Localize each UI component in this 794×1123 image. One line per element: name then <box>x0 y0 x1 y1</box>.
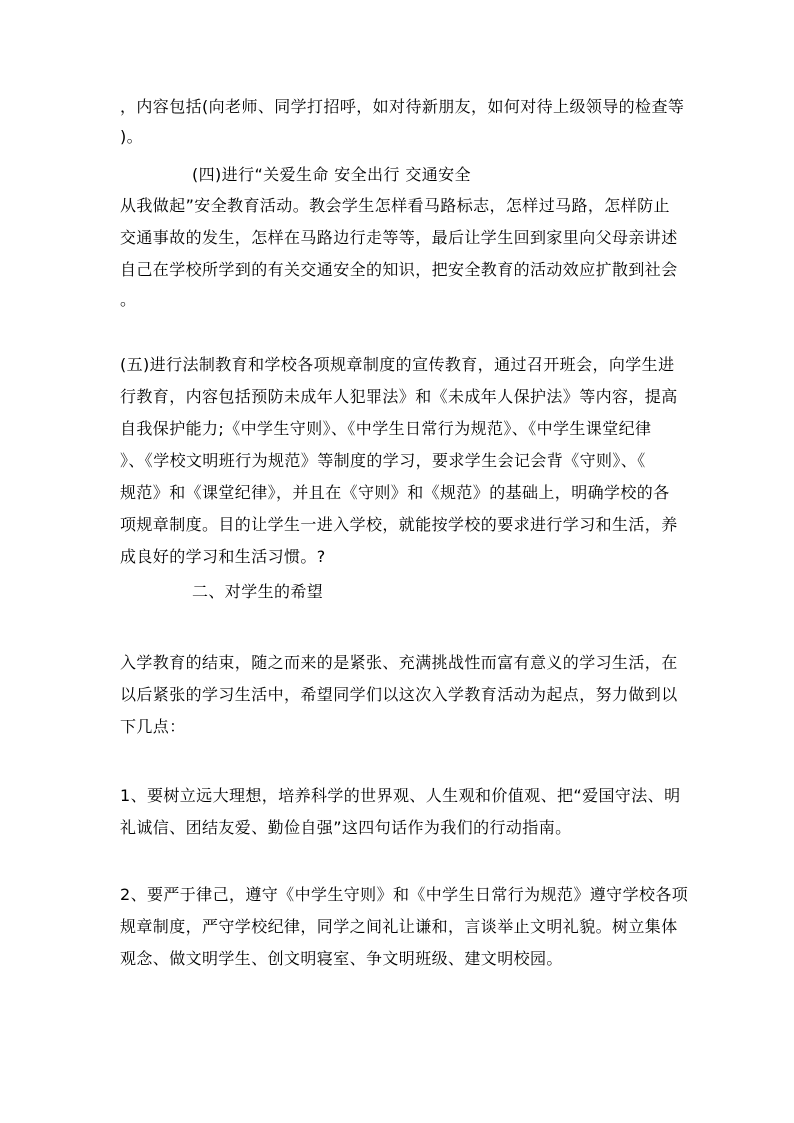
text-line: 。 <box>120 290 137 309</box>
list-item: 1、要树立远大理想，培养科学的世界观、人生观和价值观、把“爱国守法、明 <box>120 786 681 805</box>
text-line: 交通事故的发生，怎样在马路边行走等等，最后让学生回到家里向父母亲讲述 <box>120 228 678 247</box>
text-line: 礼诚信、团结友爱、勤俭自强”这四句话作为我们的行动指南。 <box>120 818 572 837</box>
text-line: 自我保护能力;《中学生守则》、《中学生日常行为规范》、《中学生课堂纪律 <box>120 419 652 438</box>
text-line: 成良好的学习和生活习惯。? <box>120 547 326 566</box>
text-line: 自己在学校所学到的有关交通安全的知识，把安全教育的活动效应扩散到社会 <box>120 260 678 279</box>
text-line: ，内容包括(向老师、同学打招呼，如对待新朋友，如何对待上级领导的检查等 <box>120 97 685 116</box>
text-line: 规范》和《课堂纪律》，并且在《守则》和《规范》的基础上，明确学校的各 <box>120 483 670 502</box>
text-line: 以后紧张的学习生活中，希望同学们以这次入学教育活动为起点，努力做到以 <box>120 685 678 704</box>
text-line: 从我做起”安全教育活动。教会学生怎样看马路标志，怎样过马路，怎样防止 <box>120 196 670 215</box>
text-line: )。 <box>120 127 144 146</box>
text-line: 规章制度，严守学校纪律，同学之间礼让谦和，言谈举止文明礼貌。树立集体 <box>120 917 678 936</box>
text-line: 项规章制度。目的让学生一进入学校，就能按学校的要求进行学习和生活，养 <box>120 515 678 534</box>
text-line: 》、《学校文明班行为规范》等制度的学习，要求学生会记会背《守则》、《 <box>120 451 646 470</box>
text-line: 观念、做文明学生、创文明寝室、争文明班级、建文明校园。 <box>120 949 563 968</box>
text-line: 下几点： <box>120 717 186 736</box>
section-heading: (四)进行“关爱生命 安全出行 交通安全 <box>192 165 471 184</box>
list-item: 2、要严于律己，遵守《中学生守则》和《中学生日常行为规范》遵守学校各项 <box>120 885 689 904</box>
section-heading: 二、对学生的希望 <box>192 582 324 601</box>
text-line: 行教育，内容包括预防未成年人犯罪法》和《未成年人保护法》等内容，提高 <box>120 387 678 406</box>
paragraph-start: 入学教育的结束，随之而来的是紧张、充满挑战性而富有意义的学习生活，在 <box>120 653 678 672</box>
paragraph-start: (五)进行法制教育和学校各项规章制度的宣传教育，通过召开班会，向学生进 <box>120 355 675 374</box>
